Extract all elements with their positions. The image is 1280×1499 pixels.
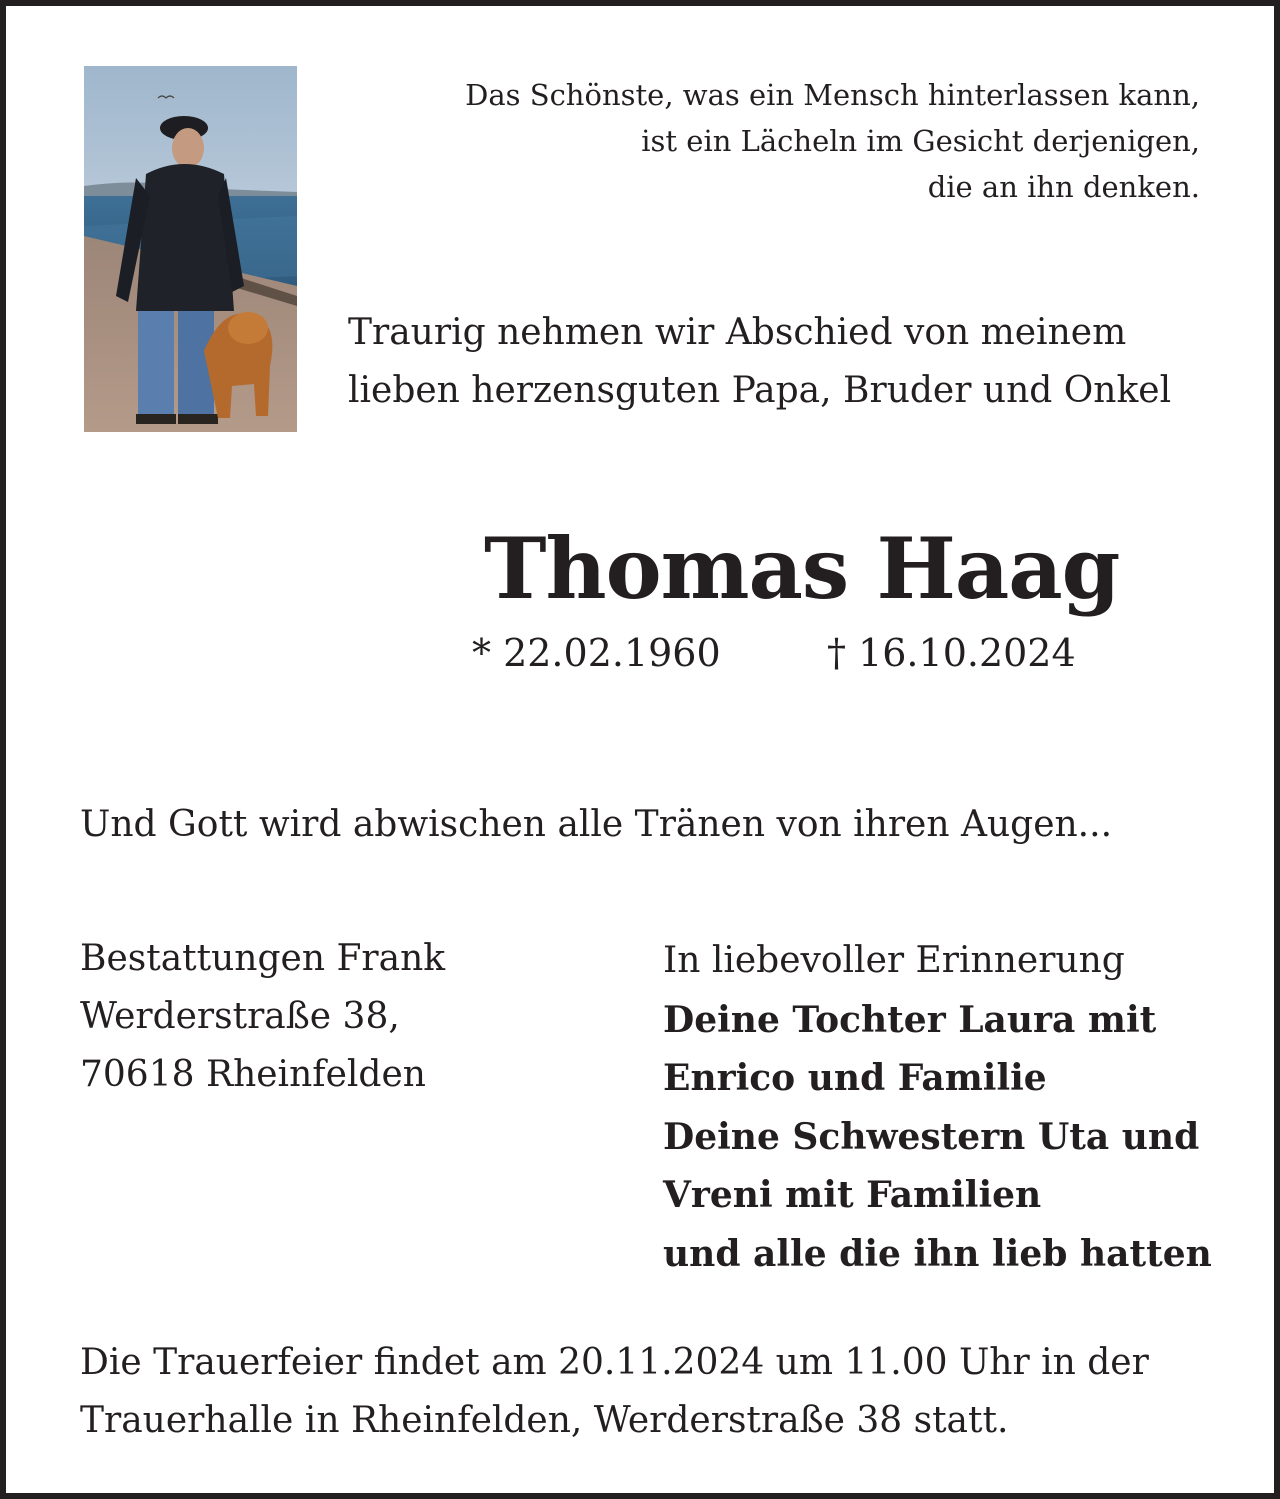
ceremony-line: Trauerhalle in Rheinfelden, Werderstraße 38 statt.	[80, 1400, 1009, 1441]
portrait-photo	[84, 66, 297, 432]
ceremony-notice	[80, 1334, 1149, 1450]
mourner-line: Enrico und Familie	[663, 1057, 1047, 1100]
intro-line: Traurig nehmen wir Abschied von meinem	[348, 312, 1127, 353]
ceremony-line: Die Trauerfeier findet am 20.11.2024 um 11.00 Uhr in der	[80, 1342, 1149, 1383]
funeral-home-address	[80, 930, 445, 1104]
quote-line: ist ein Lächeln im Gesicht derjenigen,	[641, 124, 1200, 158]
farewell-intro	[348, 304, 1171, 420]
death-date: † 16.10.2024	[827, 631, 1076, 675]
life-dates	[472, 627, 1076, 679]
birth-date: * 22.02.1960	[472, 631, 721, 675]
mourner-line: Deine Schwestern Uta und	[663, 1115, 1200, 1158]
quote-line: die an ihn denken.	[927, 170, 1200, 204]
mourner-line: und alle die ihn lieb hatten	[663, 1232, 1212, 1275]
mourners-heading: In liebevoller Erinnerung	[663, 940, 1125, 981]
address-line: 70618 Rheinfelden	[80, 1054, 426, 1095]
mourner-line: Deine Tochter Laura mit	[663, 998, 1157, 1041]
mourner-line: Vreni mit Familien	[663, 1174, 1042, 1217]
intro-line: lieben herzensguten Papa, Bruder und Onkel	[348, 370, 1172, 411]
quote-line: Das Schönste, was ein Mensch hinterlassen kann,	[465, 78, 1200, 112]
address-line: Bestattungen Frank	[80, 938, 446, 979]
bible-verse: Und Gott wird abwischen alle Tränen von ihren Augen...	[80, 804, 1113, 845]
deceased-name: Thomas Haag	[484, 519, 1120, 618]
address-line: Werderstraße 38,	[80, 996, 400, 1037]
mourners-list	[663, 932, 1212, 1284]
memorial-quote	[380, 72, 1200, 210]
